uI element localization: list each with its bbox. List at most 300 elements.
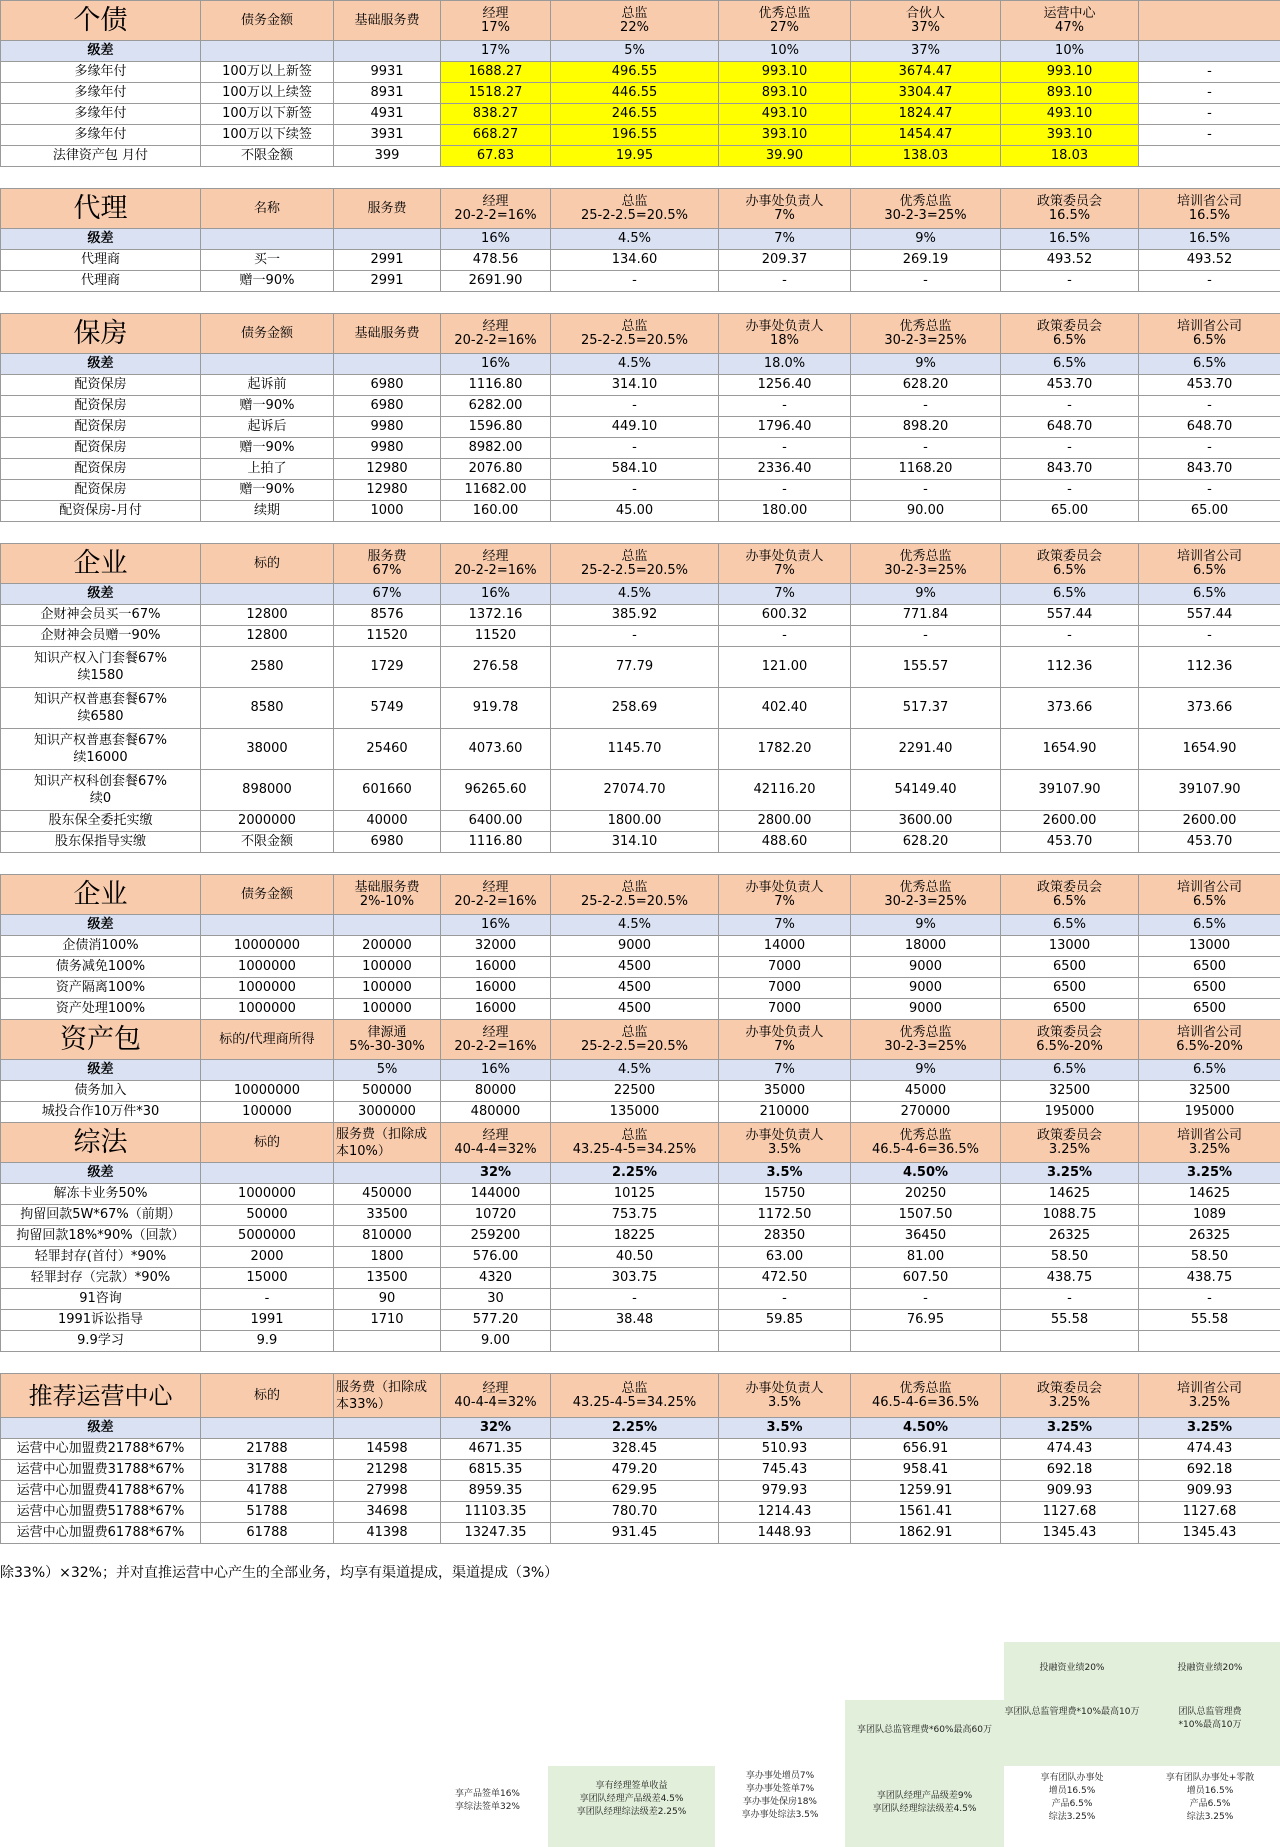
table-cell: 1824.47 [851, 104, 1001, 125]
column-header: 办事处负责人 7% [719, 544, 851, 584]
table-cell: 1116.80 [441, 832, 551, 853]
spacer-cell [334, 522, 441, 544]
level-label: 级差 [1, 584, 201, 605]
column-header: 运营中心 47% [1001, 1, 1139, 41]
table-cell: 557.44 [1139, 605, 1280, 626]
column-header: 经理 17% [441, 1, 551, 41]
table-cell: 1654.90 [1139, 729, 1280, 770]
table-cell: - [1139, 83, 1280, 104]
table-cell: 314.10 [551, 375, 719, 396]
table-cell: 80000 [441, 1081, 551, 1102]
table-cell [851, 1331, 1001, 1352]
spacer-cell [719, 167, 851, 189]
table-cell: 14625 [1001, 1184, 1139, 1205]
column-header: 优秀总监 46.5-4-6=36.5% [851, 1374, 1001, 1418]
table-cell: 9000 [851, 957, 1001, 978]
table-cell: 36450 [851, 1226, 1001, 1247]
table-cell: - [851, 1289, 1001, 1310]
table-row [1, 62, 1280, 83]
table-cell: 赠一90% [201, 396, 334, 417]
level-cell: 7% [719, 584, 851, 605]
spacer-cell [851, 522, 1001, 544]
table-row [1, 1310, 1280, 1331]
row-label: 配资保房 [1, 417, 201, 438]
table-cell: 2600.00 [1139, 811, 1280, 832]
level-row [1, 41, 1280, 62]
spacer-cell [441, 167, 551, 189]
note-box: 投融资业绩20% [1004, 1642, 1140, 1766]
table-cell: 1596.80 [441, 417, 551, 438]
table-cell: 100000 [334, 999, 441, 1020]
table-row [1, 811, 1280, 832]
table-cell: 6980 [334, 375, 441, 396]
table-cell: 10125 [551, 1184, 719, 1205]
column-header: 债务金额 [201, 1, 334, 41]
table-cell: 4500 [551, 957, 719, 978]
table-cell: 810000 [334, 1226, 441, 1247]
table-cell: 31788 [201, 1460, 334, 1481]
column-header: 总监 25-2-2.5=20.5% [551, 1020, 719, 1060]
table-cell: - [201, 1289, 334, 1310]
column-header: 培训省公司 6.5% [1139, 544, 1280, 584]
row-label: 配资保房 [1, 438, 201, 459]
table-cell: 446.55 [551, 83, 719, 104]
table-cell: 1345.43 [1139, 1523, 1280, 1544]
table-cell: 4671.35 [441, 1439, 551, 1460]
table-cell: 1259.91 [851, 1481, 1001, 1502]
table-cell: 472.50 [719, 1268, 851, 1289]
table-cell: 453.70 [1139, 832, 1280, 853]
table-cell: 493.52 [1139, 250, 1280, 271]
row-label: 资产处理100% [1, 999, 201, 1020]
column-header: 办事处负责人 3.5% [719, 1123, 851, 1163]
level-row [1, 915, 1280, 936]
row-label: 知识产权普惠套餐67% 续6580 [1, 688, 201, 729]
column-header: 办事处负责人 3.5% [719, 1374, 851, 1418]
table-cell: 843.70 [1001, 459, 1139, 480]
table-cell: - [551, 626, 719, 647]
level-cell: 18.0% [719, 354, 851, 375]
level-row [1, 229, 1280, 250]
table-cell: 54149.40 [851, 770, 1001, 811]
table-cell: - [1001, 480, 1139, 501]
table-cell: 9931 [334, 62, 441, 83]
table-cell: 496.55 [551, 62, 719, 83]
table-cell: 500000 [334, 1081, 441, 1102]
spacer-cell [334, 1352, 441, 1374]
row-label: 轻罪封存(首付）*90% [1, 1247, 201, 1268]
table-cell: 12800 [201, 605, 334, 626]
note-text: 享有团队办事处+零散 增员16.5% 产品6.5% 综法3.25% [1165, 1773, 1255, 1822]
table-cell: 买一 [201, 250, 334, 271]
section-header-row [1, 544, 1280, 584]
table-cell: 1000000 [201, 978, 334, 999]
note-text: 享产品签单16% 享综法签单32% [454, 1789, 520, 1812]
table-cell: 34698 [334, 1502, 441, 1523]
table-cell: 993.10 [1001, 62, 1139, 83]
table-cell: 上拍了 [201, 459, 334, 480]
table-cell: - [1139, 396, 1280, 417]
table-cell: 2600.00 [1001, 811, 1139, 832]
table-cell: 76.95 [851, 1310, 1001, 1331]
table-cell: 692.18 [1139, 1460, 1280, 1481]
table-row [1, 1247, 1280, 1268]
table-cell: 11520 [441, 626, 551, 647]
table-cell: - [1139, 626, 1280, 647]
table-cell: 51788 [201, 1502, 334, 1523]
table-cell: 1991 [201, 1310, 334, 1331]
level-row [1, 354, 1280, 375]
table-cell: 2800.00 [719, 811, 851, 832]
table-cell: 450000 [334, 1184, 441, 1205]
column-header: 总监 43.25-4-5=34.25% [551, 1123, 719, 1163]
table-cell: 557.44 [1001, 605, 1139, 626]
table-cell: 2580 [201, 647, 334, 688]
row-label: 配资保房 [1, 459, 201, 480]
level-cell: 32% [441, 1163, 551, 1184]
table-cell: 1345.43 [1001, 1523, 1139, 1544]
level-cell: 3.25% [1001, 1163, 1139, 1184]
row-label: 多缘年付 [1, 62, 201, 83]
table-cell: 61788 [201, 1523, 334, 1544]
table-cell: 13000 [1139, 936, 1280, 957]
spacer-cell [1, 522, 201, 544]
level-cell: 6.5% [1139, 584, 1280, 605]
section-header-row [1, 189, 1280, 229]
table-cell: 12980 [334, 480, 441, 501]
table-cell: 赠一90% [201, 480, 334, 501]
table-cell: 893.10 [1001, 83, 1139, 104]
column-header: 培训省公司 6.5%-20% [1139, 1020, 1280, 1060]
level-cell [334, 915, 441, 936]
table-cell: 6815.35 [441, 1460, 551, 1481]
table-cell: 2991 [334, 250, 441, 271]
spacer-cell [551, 167, 719, 189]
row-label: 知识产权普惠套餐67% 续16000 [1, 729, 201, 770]
table-cell: 18000 [851, 936, 1001, 957]
table-row [1, 647, 1280, 688]
table-cell: 13000 [1001, 936, 1139, 957]
spacer-row [1, 167, 1280, 189]
table-cell: 180.00 [719, 501, 851, 522]
table-cell: 112.36 [1001, 647, 1139, 688]
table-cell: 8959.35 [441, 1481, 551, 1502]
column-header: 办事处负责人 7% [719, 875, 851, 915]
table-row [1, 250, 1280, 271]
table-row [1, 501, 1280, 522]
table-cell: 196.55 [551, 125, 719, 146]
table-cell: 4500 [551, 999, 719, 1020]
table-cell: 155.57 [851, 647, 1001, 688]
table-cell: 1654.90 [1001, 729, 1139, 770]
level-cell [201, 915, 334, 936]
row-label: 多缘年付 [1, 104, 201, 125]
table-cell: - [1139, 62, 1280, 83]
table-cell: - [1139, 480, 1280, 501]
row-label: 多缘年付 [1, 83, 201, 104]
table-cell: 8576 [334, 605, 441, 626]
table-cell: 100万以下续签 [201, 125, 334, 146]
spacer-cell [1139, 522, 1280, 544]
level-cell: 2.25% [551, 1418, 719, 1439]
table-cell: 144000 [441, 1184, 551, 1205]
table-cell: 1000000 [201, 999, 334, 1020]
table-cell: - [551, 1289, 719, 1310]
table-row [1, 459, 1280, 480]
table-cell: 33500 [334, 1205, 441, 1226]
table-cell: 9000 [851, 978, 1001, 999]
table-row [1, 438, 1280, 459]
table-cell: 893.10 [719, 83, 851, 104]
table-cell: 958.41 [851, 1460, 1001, 1481]
table-cell: 100000 [334, 978, 441, 999]
table-cell [334, 1331, 441, 1352]
table-cell: 838.27 [441, 104, 551, 125]
spacer-cell [334, 853, 441, 875]
level-cell: 6.5% [1139, 915, 1280, 936]
spacer-cell [719, 853, 851, 875]
spacer-cell [201, 853, 334, 875]
spacer-cell [441, 853, 551, 875]
level-cell [201, 584, 334, 605]
spacer-cell [1, 292, 201, 314]
row-label: 代理商 [1, 271, 201, 292]
level-cell [334, 1163, 441, 1184]
row-label: 运营中心加盟费61788*67% [1, 1523, 201, 1544]
table-cell: - [851, 438, 1001, 459]
table-cell: 22500 [551, 1081, 719, 1102]
note-text: 享办事处增员7% 享办事处签单7% 享办事处保房18% 享办事处综法3.5% [741, 1771, 819, 1820]
table-cell: - [719, 480, 851, 501]
level-cell: 4.5% [551, 584, 719, 605]
table-cell: 898.20 [851, 417, 1001, 438]
spacer-cell [851, 292, 1001, 314]
table-cell: 45.00 [551, 501, 719, 522]
level-label: 级差 [1, 915, 201, 936]
section-header-row [1, 1123, 1280, 1163]
table-row [1, 957, 1280, 978]
table-cell: - [1139, 271, 1280, 292]
table-cell: 1561.41 [851, 1502, 1001, 1523]
level-cell: 6.5% [1139, 1060, 1280, 1081]
level-cell: 6.5% [1139, 354, 1280, 375]
table-cell: 7000 [719, 978, 851, 999]
level-row [1, 1060, 1280, 1081]
table-cell: 209.37 [719, 250, 851, 271]
spacer-cell [1139, 1352, 1280, 1374]
spacer-cell [1001, 522, 1139, 544]
table-cell: 373.66 [1139, 688, 1280, 729]
table-cell: 648.70 [1139, 417, 1280, 438]
table-cell: 16000 [441, 999, 551, 1020]
row-label: 配资保房 [1, 480, 201, 501]
table-cell [1139, 146, 1280, 167]
table-row [1, 832, 1280, 853]
table-cell: 517.37 [851, 688, 1001, 729]
column-header: 经理 20-2-2=16% [441, 189, 551, 229]
table-row [1, 1439, 1280, 1460]
table-cell: 30 [441, 1289, 551, 1310]
table-cell: 55.58 [1139, 1310, 1280, 1331]
table-cell: - [851, 480, 1001, 501]
column-header: 总监 25-2-2.5=20.5% [551, 875, 719, 915]
table-cell: 246.55 [551, 104, 719, 125]
table-cell: - [551, 438, 719, 459]
level-cell: 5% [334, 1060, 441, 1081]
spacer-cell [1139, 853, 1280, 875]
table-cell: 16000 [441, 957, 551, 978]
table-row [1, 83, 1280, 104]
spacer-cell [1, 1352, 201, 1374]
table-cell: 不限金额 [201, 832, 334, 853]
table-cell: 9980 [334, 438, 441, 459]
table-cell: 449.10 [551, 417, 719, 438]
row-label: 解冻卡业务50% [1, 1184, 201, 1205]
table-cell: 5749 [334, 688, 441, 729]
column-header: 培训省公司 3.25% [1139, 1374, 1280, 1418]
table-cell: 2336.40 [719, 459, 851, 480]
table-cell: 90 [334, 1289, 441, 1310]
table-cell: 393.10 [1001, 125, 1139, 146]
spacer-row [1, 292, 1280, 314]
table-cell [719, 1331, 851, 1352]
column-header: 办事处负责人 7% [719, 189, 851, 229]
table-row [1, 978, 1280, 999]
level-cell: 4.5% [551, 229, 719, 250]
column-header: 基础服务费 [334, 1, 441, 41]
table-cell: 979.93 [719, 1481, 851, 1502]
spacer-cell [334, 292, 441, 314]
table-cell: 39107.90 [1139, 770, 1280, 811]
level-label: 级差 [1, 1163, 201, 1184]
table-cell: 6500 [1139, 978, 1280, 999]
level-cell: 37% [851, 41, 1001, 62]
table-cell: 16000 [441, 978, 551, 999]
column-header: 标的 [201, 544, 334, 584]
table-cell: 9000 [851, 999, 1001, 1020]
section-title: 资产包 [1, 1020, 201, 1060]
column-header: 办事处负责人 7% [719, 1020, 851, 1060]
column-header: 政策委员会 3.25% [1001, 1374, 1139, 1418]
column-header: 服务费（扣除成本10%） [334, 1123, 441, 1163]
table-cell: 5000000 [201, 1226, 334, 1247]
column-header: 优秀总监 27% [719, 1, 851, 41]
table-cell: 1729 [334, 647, 441, 688]
column-header: 经理 40-4-4=32% [441, 1123, 551, 1163]
table-cell: 65.00 [1139, 501, 1280, 522]
table-cell: 77.79 [551, 647, 719, 688]
spacer-cell [719, 1352, 851, 1374]
table-cell: 42116.20 [719, 770, 851, 811]
column-header: 优秀总监 30-2-3=25% [851, 314, 1001, 354]
table-cell: 488.60 [719, 832, 851, 853]
table-cell: 577.20 [441, 1310, 551, 1331]
level-label: 级差 [1, 229, 201, 250]
level-cell: 5% [551, 41, 719, 62]
level-row [1, 584, 1280, 605]
table-cell: 1127.68 [1001, 1502, 1139, 1523]
table-cell: 21788 [201, 1439, 334, 1460]
table-row [1, 104, 1280, 125]
spacer-cell [719, 292, 851, 314]
level-cell [201, 354, 334, 375]
table-cell: 9.00 [441, 1331, 551, 1352]
row-label: 知识产权科创套餐67% 续0 [1, 770, 201, 811]
spacer-cell [851, 853, 1001, 875]
column-header: 标的 [201, 1374, 334, 1418]
section-header-row [1, 314, 1280, 354]
table-cell: 6500 [1001, 957, 1139, 978]
level-cell [201, 41, 334, 62]
table-cell: 303.75 [551, 1268, 719, 1289]
column-header: 总监 25-2-2.5=20.5% [551, 314, 719, 354]
table-cell: 12980 [334, 459, 441, 480]
column-header: 总监 43.25-4-5=34.25% [551, 1374, 719, 1418]
level-cell: 3.25% [1001, 1418, 1139, 1439]
level-cell: 16% [441, 915, 551, 936]
level-cell: 6.5% [1001, 354, 1139, 375]
table-cell: 58.50 [1139, 1247, 1280, 1268]
table-cell: 393.10 [719, 125, 851, 146]
table-cell: 4500 [551, 978, 719, 999]
column-header: 政策委员会 6.5%-20% [1001, 1020, 1139, 1060]
table-cell: 40.50 [551, 1247, 719, 1268]
row-label: 运营中心加盟费51788*67% [1, 1502, 201, 1523]
row-label: 9.9学习 [1, 1331, 201, 1352]
level-label: 级差 [1, 354, 201, 375]
table-cell: 26325 [1139, 1226, 1280, 1247]
table-cell: 160.00 [441, 501, 551, 522]
row-label: 企财神会员赠一90% [1, 626, 201, 647]
level-cell [334, 229, 441, 250]
table-cell: 81.00 [851, 1247, 1001, 1268]
column-header [1139, 1, 1280, 41]
column-header: 培训省公司 16.5% [1139, 189, 1280, 229]
level-cell: 4.5% [551, 915, 719, 936]
section-title: 企业 [1, 544, 201, 584]
table-cell: - [1139, 104, 1280, 125]
note-text: 享有团队办事处 增员16.5% 产品6.5% 综法3.25% [1040, 1773, 1104, 1822]
level-cell: 16% [441, 584, 551, 605]
table-cell: 39.90 [719, 146, 851, 167]
level-cell: 9% [851, 229, 1001, 250]
column-header: 总监 22% [551, 1, 719, 41]
level-cell: 4.50% [851, 1163, 1001, 1184]
column-header: 经理 20-2-2=16% [441, 314, 551, 354]
spacer-cell [201, 1352, 334, 1374]
table-cell: 210000 [719, 1102, 851, 1123]
table-cell: 7000 [719, 999, 851, 1020]
row-label: 多缘年付 [1, 125, 201, 146]
row-label: 知识产权入门套餐67% 续1580 [1, 647, 201, 688]
column-header: 优秀总监 30-2-3=25% [851, 875, 1001, 915]
column-header: 经理 20-2-2=16% [441, 544, 551, 584]
table-cell: 6282.00 [441, 396, 551, 417]
table-row [1, 1184, 1280, 1205]
table-cell: 13247.35 [441, 1523, 551, 1544]
row-label: 股东保全委托实缴 [1, 811, 201, 832]
spacer-cell [719, 522, 851, 544]
table-cell: 1448.93 [719, 1523, 851, 1544]
level-cell: 7% [719, 229, 851, 250]
table-cell: 续期 [201, 501, 334, 522]
table-cell: 21298 [334, 1460, 441, 1481]
table-cell: - [719, 438, 851, 459]
table-cell: - [719, 271, 851, 292]
table-row [1, 1523, 1280, 1544]
table-cell: 18225 [551, 1226, 719, 1247]
level-cell [201, 1163, 334, 1184]
